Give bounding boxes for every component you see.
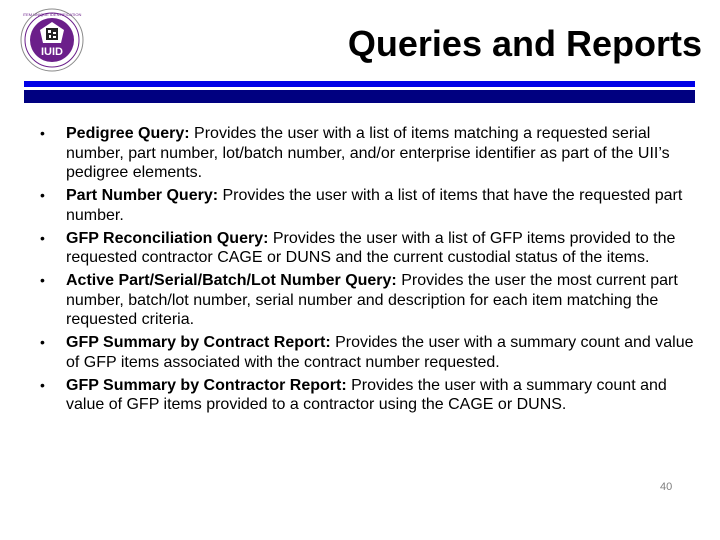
svg-text:ITEM UNIQUE IDENTIFICATION: ITEM UNIQUE IDENTIFICATION <box>22 12 82 17</box>
item-term: GFP Summary by Contract Report: <box>66 334 331 351</box>
iuid-seal-icon <box>20 8 84 72</box>
header-divider-bottom <box>24 90 695 103</box>
bullet-icon: • <box>40 125 45 141</box>
iuid-logo <box>20 8 84 72</box>
item-text: Provides the user with a list of items that have the requested part number. <box>66 187 683 224</box>
list-item <box>40 124 700 183</box>
page-title: Queries and Reports <box>347 23 702 64</box>
list-item <box>40 333 700 372</box>
bullet-list <box>40 124 700 418</box>
bullet-icon: • <box>40 229 45 246</box>
bullet-icon: • <box>40 376 45 393</box>
item-term: Pedigree Query: <box>66 125 190 142</box>
header-divider-top <box>24 81 695 87</box>
list-item <box>40 229 700 268</box>
item-text: Provides the user with a list of items matching a requested serial number, part number, lot/batch number, and/or enterprise identifier as part of the UII’s pedigree elements. <box>66 125 670 181</box>
bullet-icon: • <box>40 272 45 288</box>
list-item <box>40 271 700 330</box>
list-item <box>40 186 700 225</box>
bullet-icon: • <box>40 334 45 350</box>
item-term: Active Part/Serial/Batch/Lot Number Query: <box>66 272 397 289</box>
item-text: Provides the user with a summary count and value of GFP items associated with the contract number requested. <box>66 334 694 371</box>
bullet-icon: • <box>40 187 45 203</box>
item-term: Part Number Query: <box>66 187 219 204</box>
page-number: 40 <box>660 481 673 493</box>
item-text: Provides the user with a summary count and value of GFP items provided to a contractor using the CAGE or DUNS. <box>66 376 667 413</box>
item-text: Provides the user with a list of GFP items provided to the requested contractor CAGE or DUNS and the current custodial status of the items. <box>66 229 676 266</box>
item-term: GFP Summary by Contractor Report: <box>66 376 347 394</box>
svg-text:IUID: IUID <box>41 46 63 58</box>
item-text: Provides the user the most current part number, batch/lot number, serial number and description for each item matching the requested criteria. <box>66 272 678 328</box>
list-item <box>40 376 700 415</box>
item-term: GFP Reconciliation Query: <box>66 229 269 247</box>
